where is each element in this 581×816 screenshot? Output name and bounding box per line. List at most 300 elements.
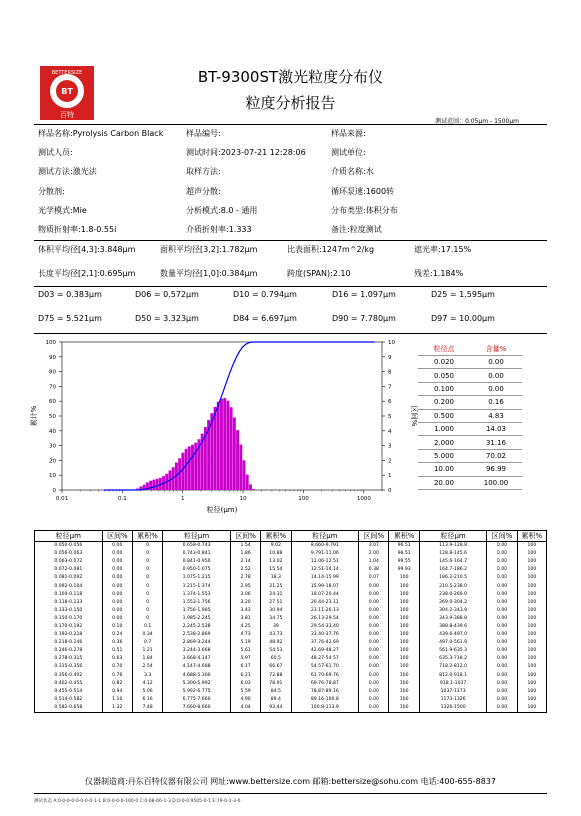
info-field: 分布类型:体积分布	[331, 205, 398, 215]
table-cell: 0.00	[487, 704, 517, 713]
stat-value: 比表面积:1247m^2/kg	[287, 245, 375, 254]
frequency-bar	[191, 445, 194, 490]
table-row	[35, 704, 547, 713]
table-cell: 0	[132, 615, 162, 623]
info-row	[34, 126, 547, 145]
table-cell: 0.00	[487, 607, 517, 615]
table-row	[35, 591, 547, 599]
y-left-tick-label: 20	[49, 458, 56, 465]
table-cell: 72.88	[261, 672, 291, 680]
table-cell: 0.056-0.063	[35, 550, 103, 558]
table-cell: 5.06	[132, 688, 162, 696]
stat-value: 面积平均径[3,2]:1.782μm	[160, 245, 258, 254]
table-cell: 89.4	[261, 696, 291, 704]
table-cell: 96.99	[470, 463, 522, 476]
table-cell: 0.34	[132, 631, 162, 639]
table-cell: 100	[517, 663, 546, 671]
table-cell: 100	[517, 607, 546, 615]
table-cell: 0.00	[487, 672, 517, 680]
stat-value: 遮光率:17.15%	[414, 245, 472, 254]
table-cell: 4.688-5.300	[163, 672, 231, 680]
table-row	[418, 396, 522, 409]
y-left-tick-label: 10	[49, 473, 56, 480]
table-cell: 0.82	[102, 680, 132, 688]
x-tick-label: 1000	[356, 496, 371, 502]
table-cell: 4.25	[230, 623, 260, 631]
table-cell: 4.83	[470, 409, 522, 422]
column-header: 粒径μm	[291, 531, 359, 542]
table-cell: 0.76	[102, 672, 132, 680]
table-cell: 100	[389, 631, 419, 639]
frequency-bar	[217, 402, 220, 490]
table-cell: 0	[132, 558, 162, 566]
table-row	[35, 672, 547, 680]
y-left-tick-label: 80	[49, 369, 56, 376]
table-cell: 21.25	[261, 582, 291, 590]
table-cell: 0.00	[470, 356, 522, 369]
table-cell: 48.27-54.57	[291, 655, 359, 663]
table-cell: 0.24	[102, 631, 132, 639]
table-row	[418, 422, 522, 435]
table-cell: 0.00	[487, 680, 517, 688]
d-value: D25 = 1.595μm	[431, 290, 495, 299]
table-cell: 0.00	[487, 574, 517, 582]
x-tick-label: 0.01	[55, 496, 69, 502]
table-cell: 343.9-388.8	[419, 615, 487, 623]
frequency-bar	[249, 484, 252, 490]
table-row	[35, 558, 547, 566]
sample-info	[34, 126, 547, 241]
table-cell: 100	[389, 615, 419, 623]
info-field: 测试方法:激光法	[38, 167, 97, 177]
y-right-tick-label: 9	[388, 354, 392, 361]
table-cell: 0.092-0.104	[35, 582, 103, 590]
table-row	[35, 655, 547, 663]
table-cell: 2.52	[230, 566, 260, 574]
table-cell: 7.48	[132, 704, 162, 713]
table-cell: 99.55	[389, 558, 419, 566]
table-cell: 1.374-1.553	[163, 591, 231, 599]
table-cell: 0.70	[102, 663, 132, 671]
frequency-bar	[226, 401, 229, 490]
logo-text-mid: BT	[61, 87, 73, 96]
table-cell: 1173-1326	[419, 696, 487, 704]
table-cell: 1.215-1.374	[163, 582, 231, 590]
table-cell: 0.072-0.081	[35, 566, 103, 574]
table-cell: 0	[132, 599, 162, 607]
table-row	[35, 647, 547, 655]
table-cell: 100	[389, 574, 419, 582]
table-cell: 100	[389, 655, 419, 663]
stat-value: 体积平均径[4,3]:3.848μm	[38, 245, 136, 254]
info-row	[34, 222, 547, 241]
info-row	[34, 145, 547, 164]
y-left-axis-label: 累计%	[30, 405, 38, 427]
measurement-range: 测试范围：0.05μm - 1500μm	[435, 118, 519, 125]
table-cell: 0.514-0.582	[35, 696, 103, 704]
info-field: 循环泵速:1600转	[331, 186, 395, 196]
stat-value: 数量平均径[1,0]:0.384μm	[160, 269, 258, 278]
info-field: 光学模式:Mie	[38, 205, 87, 215]
table-cell: 0.356-0.402	[35, 672, 103, 680]
table-cell: 6.03	[230, 680, 260, 688]
table-row	[35, 663, 547, 671]
table-cell: 100	[389, 582, 419, 590]
table-cell: 1.84	[132, 655, 162, 663]
table-cell: 100	[517, 680, 546, 688]
top-rule	[34, 124, 547, 125]
table-cell: 210.5-238.0	[419, 582, 487, 590]
table-cell: 100	[517, 599, 546, 607]
table-cell: 0.00	[359, 591, 389, 599]
table-cell: 0.950-1.075	[163, 566, 231, 574]
info-field: 分析模式:8.0 - 通用	[186, 205, 258, 215]
table-cell: 0.36	[102, 639, 132, 647]
table-cell: 27.51	[261, 599, 291, 607]
table-cell: 1.075-1.215	[163, 574, 231, 582]
table-cell: 34.75	[261, 615, 291, 623]
table-cell: 439.6-497.0	[419, 631, 487, 639]
frequency-bar	[156, 479, 159, 490]
frequency-bar	[233, 417, 236, 490]
table-cell: 0.00	[470, 369, 522, 382]
d-value: D50 = 3.323μm	[135, 314, 199, 323]
table-cell: 0.00	[359, 582, 389, 590]
table-cell: 100	[517, 672, 546, 680]
table-cell: 0.00	[487, 647, 517, 655]
frequency-bar	[181, 453, 184, 490]
table-cell: 3.06	[230, 591, 260, 599]
column-header: 粒径点	[418, 343, 470, 356]
info-field: 测试单位:	[331, 148, 366, 158]
column-header: 累积%	[132, 531, 162, 542]
info-field: 超声分散:	[186, 186, 221, 196]
statistics	[34, 242, 547, 284]
table-cell: 100	[389, 623, 419, 631]
table-row	[418, 449, 522, 462]
x-tick-label: 100	[298, 496, 309, 502]
table-cell: 9.791-11.06	[291, 550, 359, 558]
table-cell: 0.081-0.092	[35, 574, 103, 582]
table-cell: 1037-1173	[419, 688, 487, 696]
table-cell: 0.00	[359, 655, 389, 663]
table-row	[35, 582, 547, 590]
table-cell: 100	[517, 542, 546, 551]
table-cell: 0.133-0.150	[35, 607, 103, 615]
table-cell: 0.00	[102, 599, 132, 607]
table-cell: 6.16	[132, 696, 162, 704]
table-cell: 2.000	[418, 436, 470, 449]
footer-rule	[34, 793, 547, 794]
y-right-tick-label: 4	[388, 428, 392, 435]
table-cell: 0	[132, 542, 162, 551]
table-cell: 93.44	[261, 704, 291, 713]
table-cell: 15.54	[261, 566, 291, 574]
table-cell: 0.00	[102, 550, 132, 558]
table-cell: 0.00	[359, 704, 389, 713]
x-tick-label: 10	[239, 496, 247, 502]
d-value: D75 = 5.521μm	[38, 314, 102, 323]
info-row	[34, 164, 547, 183]
table-cell: 0	[132, 582, 162, 590]
table-cell: 0.104-0.118	[35, 591, 103, 599]
table-cell: 1.985-2.245	[163, 615, 231, 623]
x-tick-label: 0.1	[117, 496, 127, 502]
table-cell: 4.73	[230, 631, 260, 639]
table-cell: 42.69-48.27	[291, 647, 359, 655]
table-row	[35, 607, 547, 615]
y-left-tick-label: 50	[49, 414, 56, 420]
y-right-tick-label: 5	[388, 414, 392, 420]
table-cell: 0.16	[470, 396, 522, 409]
table-cell: 0	[132, 591, 162, 599]
table-cell: 0.00	[359, 615, 389, 623]
table-row	[35, 566, 547, 574]
logo-text-bottom: 百特	[60, 111, 74, 119]
y-right-tick-label: 1	[388, 473, 392, 480]
table-cell: 2.00	[359, 550, 389, 558]
table-cell: 66.67	[261, 663, 291, 671]
table-cell: 0.170-0.192	[35, 623, 103, 631]
table-cell: 1.553-1.756	[163, 599, 231, 607]
table-cell: 18.3	[261, 574, 291, 582]
table-cell: 6.17	[230, 663, 260, 671]
d-value: D03 = 0.383μm	[38, 290, 102, 299]
table-row	[35, 696, 547, 704]
table-cell: 0.500	[418, 409, 470, 422]
table-cell: 0.00	[487, 696, 517, 704]
table-cell: 3.20	[230, 599, 260, 607]
column-header: 粒径μm	[163, 531, 231, 542]
table-cell: 0.278-0.315	[35, 655, 103, 663]
y-right-tick-label: 8	[388, 369, 392, 376]
stat-value: 残差:1.184%	[414, 269, 464, 278]
y-left-tick-label: 100	[45, 340, 56, 346]
table-cell: 84.5	[261, 688, 291, 696]
table-cell: 0.00	[470, 382, 522, 395]
d-value: D84 = 6.697μm	[233, 314, 297, 323]
table-row	[35, 680, 547, 688]
table-cell: 9.02	[261, 542, 291, 551]
table-cell: 3.43	[230, 607, 260, 615]
table-cell: 0.00	[359, 599, 389, 607]
info-row	[34, 203, 547, 222]
table-cell: 14.14-15.99	[291, 574, 359, 582]
table-cell: 5.97	[230, 655, 260, 663]
table-cell: 0.00	[102, 542, 132, 551]
table-cell: 388.8-439.6	[419, 623, 487, 631]
table-cell: 100	[517, 591, 546, 599]
table-cell: 0.51	[102, 647, 132, 655]
table-cell: 98.51	[389, 550, 419, 558]
table-cell: 0.118-0.133	[35, 599, 103, 607]
info-field: 介质名称:水	[331, 167, 374, 177]
table-cell: 31.16	[470, 436, 522, 449]
table-row	[35, 623, 547, 631]
table-cell: 918.1-1037	[419, 680, 487, 688]
table-cell: 0.00	[359, 663, 389, 671]
stat-value: 跨度(SPAN):2.10	[287, 269, 351, 278]
table-cell: 0.10	[102, 623, 132, 631]
table-cell: 1.21	[132, 647, 162, 655]
table-cell: 12.51-14.14	[291, 566, 359, 574]
y-right-tick-label: 3	[388, 443, 392, 450]
table-cell: 0.00	[487, 550, 517, 558]
table-cell: 812.0-918.1	[419, 672, 487, 680]
frequency-bar	[236, 430, 239, 490]
frequency-bar	[239, 445, 242, 490]
column-header: 含量%	[470, 343, 522, 356]
table-cell: 5.19	[230, 639, 260, 647]
column-header: 区间%	[487, 531, 517, 542]
table-cell: 0.00	[359, 680, 389, 688]
table-cell: 61.70-69.76	[291, 672, 359, 680]
column-header: 粒径μm	[35, 531, 103, 542]
info-field: 物质折射率:1.8-0.55i	[38, 224, 117, 234]
table-cell: 1.32	[102, 704, 132, 713]
table-cell: 4.90	[230, 696, 260, 704]
d-value: D16 = 1.097μm	[332, 290, 396, 299]
table-cell: 3.07	[359, 542, 389, 551]
y-right-axis-label: 区间%	[410, 405, 418, 427]
d-value: D10 = 0.794μm	[233, 290, 297, 299]
info-field: 测试时间:2023-07-21 12:28:06	[186, 148, 306, 158]
y-right-tick-label: 6	[388, 399, 392, 406]
table-cell: 100	[517, 574, 546, 582]
table-cell: 0.00	[487, 558, 517, 566]
table-cell: 11.06-12.51	[291, 558, 359, 566]
table-cell: 269.0-304.2	[419, 599, 487, 607]
table-cell: 238.0-269.0	[419, 591, 487, 599]
y-right-tick-label: 7	[388, 384, 392, 391]
d-value: D90 = 7.780μm	[332, 314, 396, 323]
test-status-footnote: 测试状态 A:0-0-0-0-0-0-0-0-1-1 B:0-0-0-0-100-0 C:0-68-66-1-3 D:0-0-0.9505-0-1 E:79-0-1-3-0	[34, 799, 241, 804]
table-cell: 0.38	[359, 566, 389, 574]
table-cell: 78.91	[261, 680, 291, 688]
table-cell: 100	[389, 672, 419, 680]
table-cell: 5.300-5.992	[163, 680, 231, 688]
table-cell: 100	[389, 599, 419, 607]
table-cell: 30.94	[261, 607, 291, 615]
table-cell: 2.14	[230, 558, 260, 566]
table-row	[35, 631, 547, 639]
table-cell: 0	[132, 607, 162, 615]
table-cell: 1.756-1.985	[163, 607, 231, 615]
y-right-tick-label: 2	[388, 458, 392, 465]
table-cell: 718.2-812.0	[419, 663, 487, 671]
info-field: 样品来源:	[331, 129, 366, 138]
table-cell: 69.76-78.87	[291, 680, 359, 688]
table-cell: 0.315-0.356	[35, 663, 103, 671]
table-cell: 0.00	[102, 615, 132, 623]
table-cell: 0.00	[359, 696, 389, 704]
table-cell: 14.03	[470, 422, 522, 435]
table-cell: 3.3	[132, 672, 162, 680]
info-field: 测试人员:	[38, 148, 73, 158]
table-cell: 100	[517, 655, 546, 663]
table-cell: 0	[132, 574, 162, 582]
table-row	[418, 409, 522, 422]
y-right-tick-label: 0	[388, 488, 392, 494]
table-cell: 0.658-0.743	[163, 542, 231, 551]
table-cell: 70.02	[470, 449, 522, 462]
table-cell: 18.07-20.44	[291, 591, 359, 599]
table-cell: 0.200	[418, 396, 470, 409]
table-row	[35, 550, 547, 558]
table-cell: 1.10	[102, 696, 132, 704]
table-cell: 304.2-343.9	[419, 607, 487, 615]
table-cell: 0	[132, 566, 162, 574]
table-cell: 100	[389, 696, 419, 704]
cumulative-summary-table	[418, 343, 522, 490]
frequency-bar	[185, 449, 188, 490]
y-left-tick-label: 70	[49, 384, 56, 391]
column-header: 粒径μm	[419, 531, 487, 542]
table-cell: 0.020	[418, 356, 470, 369]
table-cell: 5.59	[230, 688, 260, 696]
table-cell: 4.147-4.688	[163, 663, 231, 671]
table-cell: 497.0-561.9	[419, 639, 487, 647]
table-cell: 10.00	[418, 463, 470, 476]
table-cell: 0.192-0.218	[35, 631, 103, 639]
table-cell: 24.31	[261, 591, 291, 599]
table-cell: 2.78	[230, 574, 260, 582]
table-cell: 0.00	[102, 591, 132, 599]
table-cell: 8.660-9.791	[291, 542, 359, 551]
table-cell: 100	[389, 688, 419, 696]
column-header: 累积%	[261, 531, 291, 542]
table-cell: 37.76-42.69	[291, 639, 359, 647]
x-tick-label: 1	[180, 496, 185, 502]
table-row	[418, 463, 522, 476]
table-cell: 0.00	[359, 631, 389, 639]
table-cell: 0.00	[487, 615, 517, 623]
table-cell: 7.660-8.660	[163, 704, 231, 713]
table-cell: 2.869-3.244	[163, 639, 231, 647]
table-cell: 1.04	[359, 558, 389, 566]
table-cell: 0.00	[359, 607, 389, 615]
table-cell: 13.02	[261, 558, 291, 566]
table-row	[418, 356, 522, 369]
info-field: 取样方法:	[186, 167, 221, 177]
table-cell: 43.73	[261, 631, 291, 639]
column-header: 区间%	[230, 531, 260, 542]
manufacturer-footer: 仪器制造商:丹东百特仪器有限公司 网址:www.bettersize.com 邮箱:bettersize@sohu.com 电话:400-655-8837	[85, 777, 496, 786]
table-cell: 0.00	[359, 672, 389, 680]
table-cell: 0.94	[102, 688, 132, 696]
table-cell: 0.218-0.246	[35, 639, 103, 647]
table-cell: 33.40-37.76	[291, 631, 359, 639]
table-cell: 0.00	[102, 582, 132, 590]
table-cell: 100	[517, 704, 546, 713]
table-cell: 0.00	[359, 623, 389, 631]
size-distribution-table	[34, 530, 547, 713]
table-cell: 0.402-0.455	[35, 680, 103, 688]
table-cell: 0.00	[487, 599, 517, 607]
info-field: 样品名称:Pyrolysis Carbon Black	[38, 129, 164, 138]
table-cell: 0.100	[418, 382, 470, 395]
table-cell: 0.455-0.514	[35, 688, 103, 696]
table-cell: 0.150-0.170	[35, 615, 103, 623]
table-cell: 186.2-210.5	[419, 574, 487, 582]
column-header: 累积%	[389, 531, 419, 542]
table-cell: 0.00	[359, 639, 389, 647]
d-value: D97 = 10.00μm	[431, 314, 495, 323]
table-cell: 100	[517, 631, 546, 639]
table-cell: 5.61	[230, 647, 260, 655]
y-left-tick-label: 30	[49, 443, 56, 450]
table-cell: 1326-1500	[419, 704, 487, 713]
